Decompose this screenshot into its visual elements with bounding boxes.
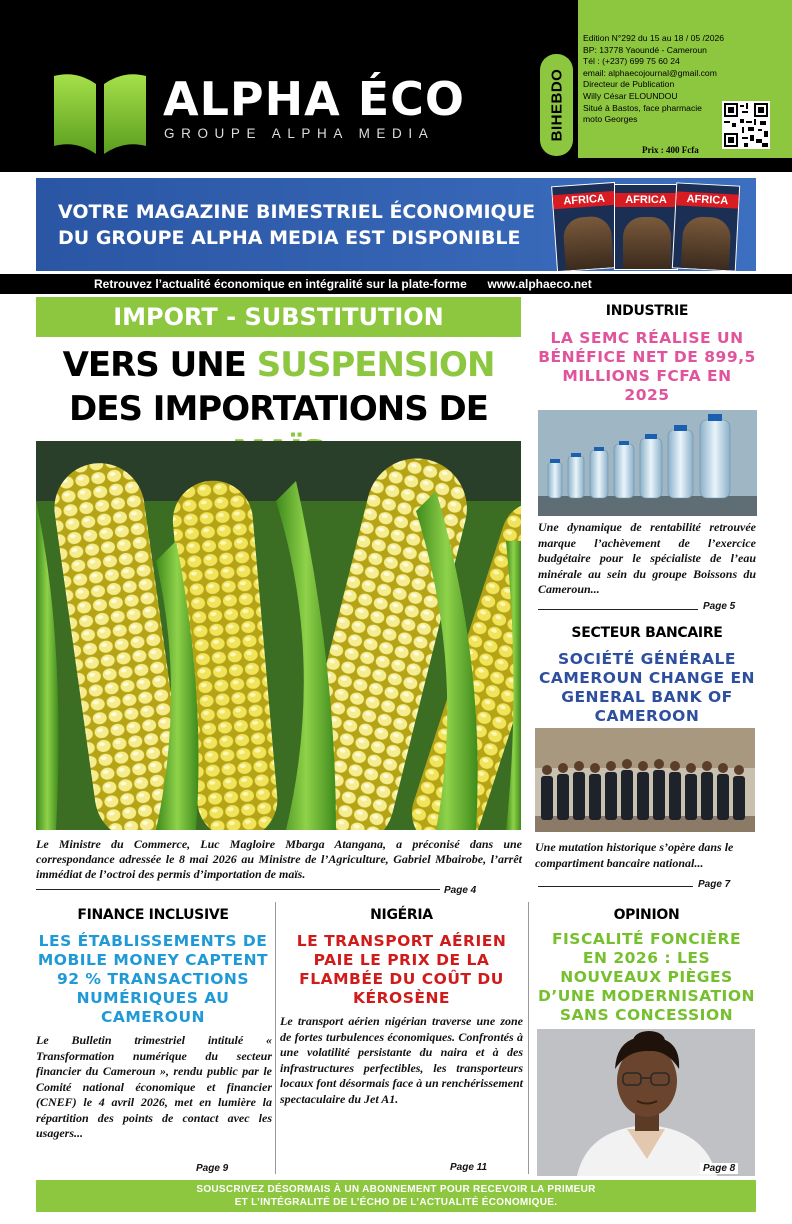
group-photo (535, 728, 755, 832)
magazine-title: AFRICA (615, 193, 677, 207)
magazine-banner[interactable] (36, 178, 756, 271)
page-ref-main[interactable]: Page 4 (444, 885, 477, 896)
divider (36, 889, 440, 890)
page-ref-banque[interactable]: Page 7 (698, 879, 731, 890)
email[interactable]: email: alphaecojournal@gmail.com (583, 67, 717, 78)
footer-line-2: ET L’INTÉGRALITÉ DE L’ÉCHO DE L’ACTUALITÉ ÉCONOMIQUE. (234, 1197, 558, 1208)
phone: Tél : (+237) 699 75 60 24 (583, 56, 680, 67)
banner-line-1: VOTRE MAGAZINE BIMESTRIEL ÉCONOMIQUE (58, 201, 536, 223)
main-headline[interactable]: VERS UNE SUSPENSION DES IMPORTATIONS DE (62, 345, 495, 429)
nigeria-headline[interactable]: LE TRANSPORT AÉRIEN PAIE LE PRIX DE LA FLAMBÉE DU COÛT DU KÉROSÈNE (296, 932, 507, 1007)
nigeria-summary: Le transport aérien nigérian traverse une zone de fortes turbulences économiques. Confrontés à une volatilité persistante du naira et à des infrastructures perfectibles, les transporteurs locaux font désormais face à un renchérissement spectaculaire du Jet A1. (280, 1014, 523, 1106)
main-rubric: IMPORT - SUBSTITUTION (36, 297, 521, 337)
industrie-rubric: INDUSTRIE (605, 303, 689, 319)
banque-rubric: SECTEUR BANCAIRE (571, 625, 723, 641)
banner-line-2: DU GROUPE ALPHA MEDIA EST DISPONIBLE (58, 227, 521, 249)
banner-text (58, 199, 535, 251)
strip-text: Retrouvez l’actualité économique en intégralité sur la plate-forme (94, 277, 467, 291)
page-ref-nigeria[interactable]: Page 11 (450, 1162, 488, 1173)
industrie-headline[interactable]: LA SEMC RÉALISE UN BÉNÉFICE NET DE 899,5 MILLIONS FCFA EN 2025 (538, 329, 756, 404)
footer-line-1: SOUSCRIVEZ DÉSORMAIS À UN ABONNEMENT POUR RECEVOIR LA PRIMEUR (196, 1184, 596, 1195)
opinion-headline[interactable]: FISCALITÉ FONCIÈRE EN 2026 : LES NOUVEAUX PIÈGES D’UNE MODERNISATION SANS CONCESSION (538, 930, 755, 1024)
finance-rubric: FINANCE INCLUSIVE (77, 907, 229, 923)
magazine-title: AFRICA (676, 191, 739, 208)
finance-summary: Le Bulletin trimestriel intitulé « Transformation numérique du secteur financier du Cameroun », rendu public par le Comité national économique et financier (CNEF) le 4 avril 2026, met en lumière la répartition des points de contact avec les usagers... (36, 1033, 272, 1140)
bottles-photo (538, 410, 757, 516)
finance-headline[interactable]: LES ÉTABLISSEMENTS DE MOBILE MONEY CAPTENT 92 % TRANSACTIONS NUMÉRIQUES AU CAMEROUN (37, 932, 269, 1026)
industrie-summary: Une dynamique de rentabilité retrouvée marque l’achèvement de l’exercice budgétaire pour le spécialiste de l’eau minérale au sein du groupe Boissons du Cameroun... (538, 520, 756, 596)
page-ref-industrie[interactable]: Page 5 (703, 601, 736, 612)
edition-number: Edition N°292 du 15 au 18 / 05 /2026 (583, 33, 725, 43)
column-divider (528, 902, 529, 1174)
subscription-footer[interactable] (36, 1180, 756, 1212)
main-caption: Le Ministre du Commerce, Luc Magloire Mbarga Atangana, a préconisé dans une correspondance adressée le 8 mai 2026 au Ministre de l’Agriculture, Gabriel Mbairobe, l’arrêt immédiat de l’octroi des permis d’importation de maïs. (36, 837, 522, 881)
magazine-cover (614, 184, 678, 270)
location-detail: moto Georges (583, 114, 638, 125)
open-book-icon (52, 70, 148, 156)
masthead (0, 0, 792, 172)
director-label: Directeur de Publication (583, 79, 675, 90)
brand-name: ALPHA ÉCO (163, 72, 466, 126)
nigeria-rubric: NIGÉRIA (370, 907, 433, 923)
banque-summary: Une mutation historique s’opère dans le compartiment bancaire national... (535, 840, 734, 870)
divider (538, 886, 693, 887)
page-ref-opinion[interactable]: Page 8 (700, 1163, 738, 1174)
postal-address: BP: 13778 Yaoundé - Cameroun (583, 44, 707, 55)
website-link[interactable]: www.alphaeco.net (487, 277, 592, 291)
divider (538, 609, 698, 610)
location: Situé à Bastos, face pharmacie (583, 102, 702, 113)
column-divider (275, 902, 276, 1174)
magazine-cover (672, 182, 740, 271)
frequency-label: BIHEBDO (548, 68, 565, 142)
website-strip (0, 274, 792, 294)
price: Prix : 400 Fcfa (642, 145, 699, 155)
group-name: GROUPE ALPHA MEDIA (164, 126, 435, 141)
portrait-photo (537, 1029, 755, 1176)
magazine-cover (551, 182, 621, 271)
qr-code-icon[interactable] (722, 101, 770, 149)
frequency-badge (540, 54, 573, 156)
magazine-title: AFRICA (553, 191, 616, 209)
page-ref-finance[interactable]: Page 9 (196, 1163, 229, 1174)
director-name: Willy César ELOUNDOU (583, 90, 678, 101)
banque-headline[interactable]: SOCIÉTÉ GÉNÉRALE CAMEROUN CHANGE EN GENERAL BANK OF CAMEROON (538, 650, 756, 725)
opinion-rubric: OPINION (613, 907, 680, 923)
corn-photo (36, 441, 521, 830)
